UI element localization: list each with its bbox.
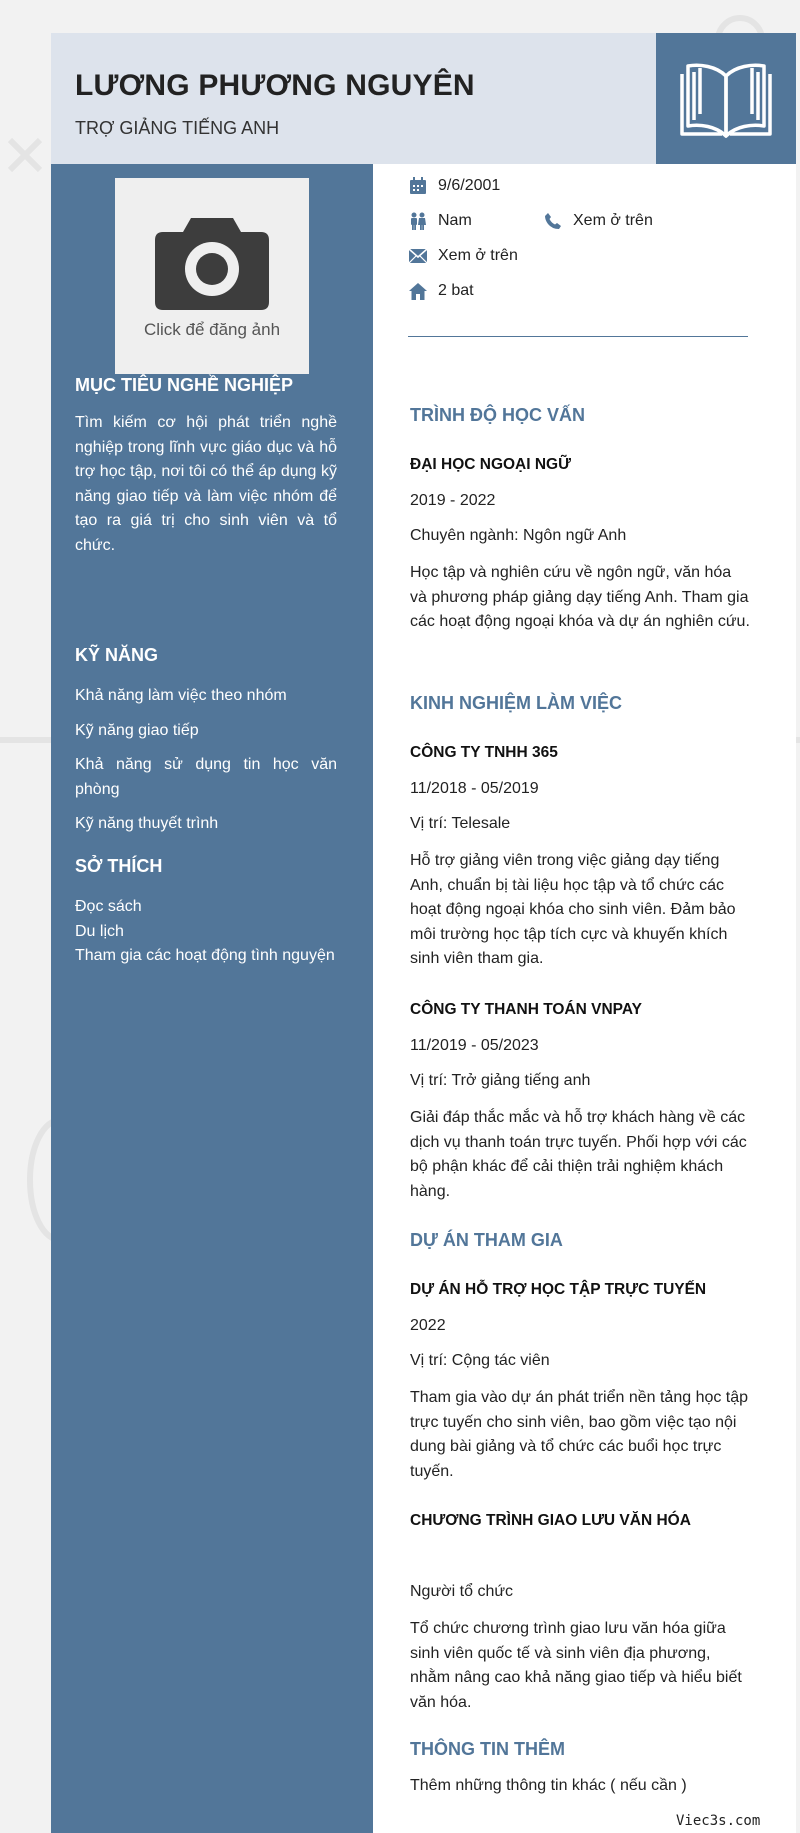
job-position[interactable]: Vị trí: Telesale xyxy=(410,815,511,832)
projects-heading[interactable]: DỰ ÁN THAM GIA xyxy=(410,1230,563,1250)
project-name[interactable]: CHƯƠNG TRÌNH GIAO LƯU VĂN HÓA xyxy=(410,1512,691,1529)
contact-divider xyxy=(408,336,748,337)
hobby-item[interactable]: Tham gia các hoạt động tình nguyện xyxy=(75,947,335,964)
phone-row xyxy=(543,211,653,231)
skills-heading[interactable]: KỸ NĂNG xyxy=(75,645,159,665)
phone-icon xyxy=(543,211,563,231)
email-icon xyxy=(408,246,428,266)
education-major[interactable]: Chuyên ngành: Ngôn ngữ Anh xyxy=(410,527,627,544)
phone-value[interactable]: Xem ở trên xyxy=(573,212,653,229)
job-position[interactable]: Vị trí: Trở giảng tiếng anh xyxy=(410,1072,591,1089)
job-description[interactable]: Hỗ trợ giảng viên trong việc giảng dạy tiếng Anh, chuẩn bị tài liệu học tập và tổ chức các hoạt động ngoại khóa cho sinh viên. Đảm bảo môi trường học tập tích cực và khuyến khích sinh viên tham gia. xyxy=(410,852,736,967)
logo-box xyxy=(656,33,796,164)
project-description[interactable]: Tổ chức chương trình giao lưu văn hóa giữa sinh viên quốc tế và sinh viên địa phương, nhằm nâng cao khả năng giao tiếp và hiểu biết văn hóa. xyxy=(410,1620,742,1711)
cv-header xyxy=(51,33,796,164)
education-period[interactable]: 2019 - 2022 xyxy=(410,492,496,509)
calendar-icon xyxy=(408,176,428,196)
address-value[interactable]: 2 bat xyxy=(438,282,474,299)
job-company[interactable]: CÔNG TY TNHH 365 xyxy=(410,744,558,761)
email-row xyxy=(408,246,518,266)
experience-heading[interactable]: KINH NGHIỆM LÀM VIỆC xyxy=(410,693,623,713)
camera-icon xyxy=(153,212,271,312)
additional-text[interactable]: Thêm những thông tin khác ( nếu cần ) xyxy=(410,1777,687,1794)
job-period[interactable]: 11/2018 - 05/2019 xyxy=(410,780,539,797)
skill-item[interactable]: Khả năng làm việc theo nhóm xyxy=(75,687,287,704)
hobby-item[interactable]: Đọc sách xyxy=(75,898,142,915)
education-heading[interactable]: TRÌNH ĐỘ HỌC VẤN xyxy=(410,405,585,425)
hobby-item[interactable]: Du lịch xyxy=(75,922,124,940)
objective-heading[interactable]: MỤC TIÊU NGHỀ NGHIỆP xyxy=(75,375,294,395)
address-row xyxy=(408,281,474,301)
skills-list xyxy=(75,684,337,837)
job-company[interactable]: CÔNG TY THANH TOÁN VNPAY xyxy=(410,1001,642,1018)
skill-item[interactable]: Khả năng sử dụng tin học văn phòng xyxy=(75,756,337,798)
project-period[interactable]: 2022 xyxy=(410,1317,446,1334)
education-school[interactable]: ĐẠI HỌC NGOẠI NGỮ xyxy=(410,456,571,473)
project-role[interactable]: Vị trí: Cộng tác viên xyxy=(410,1352,550,1369)
job-description[interactable]: Giải đáp thắc mắc và hỗ trợ khách hàng về các dịch vụ thanh toán trực tuyến. Phối hợp với các bộ phận khác để cải thiện trải nghiệm khách hàng. xyxy=(410,1109,747,1200)
photo-upload-label: Click để đăng ảnh xyxy=(143,320,281,339)
additional-heading[interactable]: THÔNG TIN THÊM xyxy=(410,1739,565,1759)
birthday-value[interactable]: 9/6/2001 xyxy=(438,177,501,194)
project-description[interactable]: Tham gia vào dự án phát triển nền tảng học tập trực tuyến cho sinh viên, bao gồm việc tạo nội dung bài giảng và tổ chức các buổi học trực tuyến. xyxy=(410,1389,749,1480)
email-value[interactable]: Xem ở trên xyxy=(438,247,518,264)
birthday-row xyxy=(408,176,500,196)
job-period[interactable]: 11/2019 - 05/2023 xyxy=(410,1037,539,1054)
gender-value[interactable]: Nam xyxy=(438,212,472,229)
gender-row xyxy=(408,211,472,231)
gender-icon xyxy=(408,211,428,231)
objective-text[interactable]: Tìm kiếm cơ hội phát triển nghề nghiệp trong lĩnh vực giáo dục và hỗ trợ học tập, nơi tôi có thể áp dụng kỹ năng giao tiếp và làm việc nhóm để tạo ra giá trị cho sinh viên và tổ chức. xyxy=(75,414,337,554)
open-book-icon xyxy=(678,54,774,144)
watermark: Viec3s.com xyxy=(676,1813,761,1829)
education-description[interactable]: Học tập và nghiên cứu về ngôn ngữ, văn hóa và phương pháp giảng dạy tiếng Anh. Tham gia các hoạt động ngoại khóa và dự án nghiên cứu. xyxy=(410,564,750,630)
cv-document xyxy=(51,33,796,1833)
skill-item[interactable]: Kỹ năng giao tiếp xyxy=(75,721,199,739)
project-role[interactable]: Người tổ chức xyxy=(410,1583,514,1600)
home-icon xyxy=(408,281,428,301)
hobbies-list xyxy=(75,895,337,969)
sidebar xyxy=(51,164,373,1833)
project-name[interactable]: DỰ ÁN HỖ TRỢ HỌC TẬP TRỰC TUYẾN xyxy=(410,1281,707,1298)
candidate-job-title[interactable]: TRỢ GIẢNG TIẾNG ANH xyxy=(75,118,280,138)
candidate-name[interactable]: LƯƠNG PHƯƠNG NGUYÊN xyxy=(75,69,475,102)
photo-upload[interactable] xyxy=(115,178,309,374)
skill-item[interactable]: Kỹ năng thuyết trình xyxy=(75,815,219,832)
hobbies-heading[interactable]: SỞ THÍCH xyxy=(75,856,163,876)
